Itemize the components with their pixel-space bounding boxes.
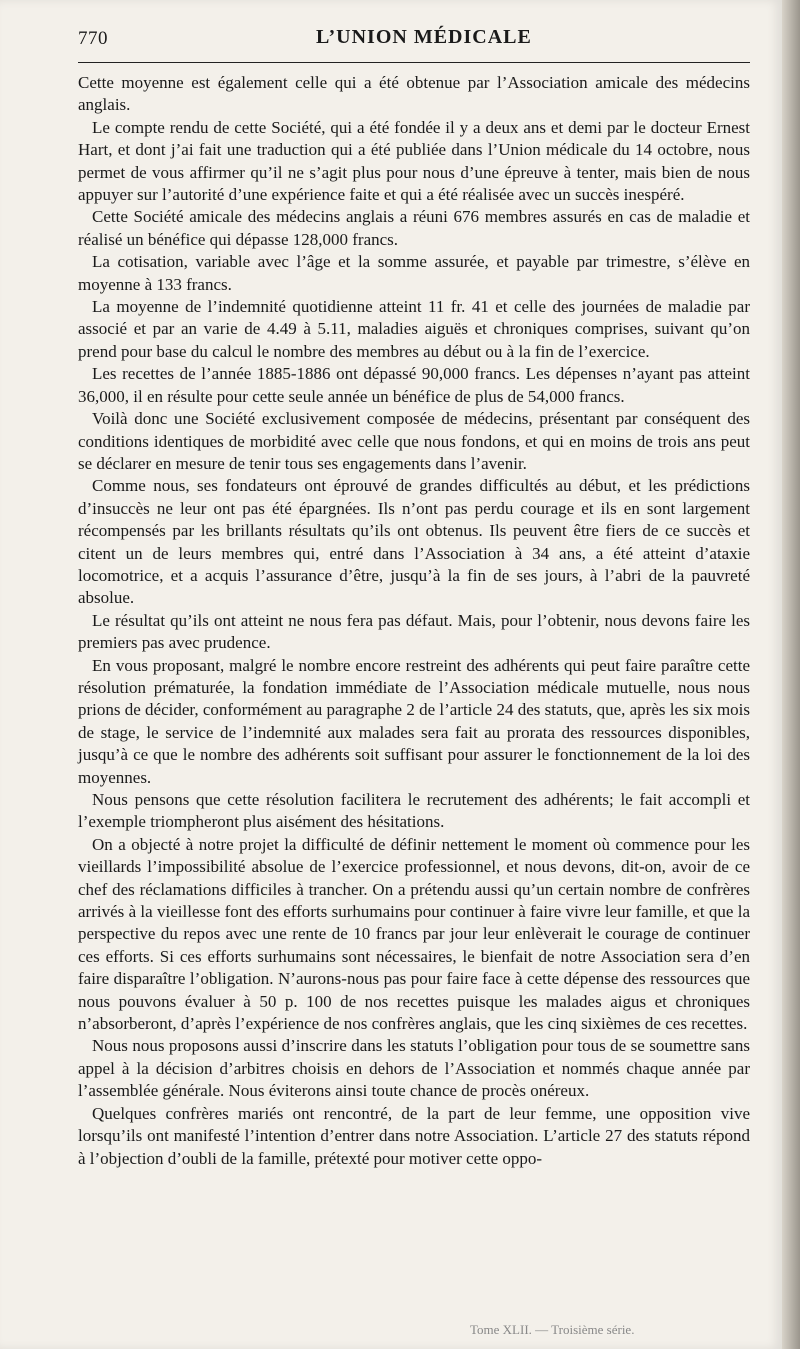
paragraph: On a objecté à notre projet la difficulté de définir nettement le moment où commence pour les vieillards l’impossibilité absolue de l’exercice professionnel, et nous devons, dit-on, avoir de ce chef des réclamations difficiles à trancher. On a prétendu aussi qu’un certain nombre de confrères arrivés à la vieillesse font des efforts surhumains pour continuer à faire vivre leur famille, et que la perspective du repos avec une rente de 10 francs par jour leur enlèverait le courage de continuer ces efforts. Si ces efforts surhumains sont nécessaires, le bienfait de notre Association sera d’en faire disparaître l’obligation. N’aurons-nous pas pour faire face à cette dépense des ressources que nous pouvons évaluer à 50 p. 100 de nos recettes puisque les malades aigus et chroniques n’absorberont, d’après l’expérience de nos confrères anglais, que les cinq sixièmes de ces recettes. [78,834,750,1034]
paragraph: Quelques confrères mariés ont rencontré, de la part de leur femme, une opposition vive lorsqu’ils ont manifesté l’intention d’entrer dans notre Association. L’article 27 des statuts répond à l’objection d’oubli de la famille, prétexté pour motiver cette oppo- [78,1103,750,1168]
paragraph: La cotisation, variable avec l’âge et la somme assurée, et payable par trimestre, s’élève en moyenne à 133 francs. [78,252,750,294]
body-text [78,72,750,1170]
paragraph: Cette Société amicale des médecins anglais a réuni 676 membres assurés en cas de maladie et réalisé un bénéfice qui dépasse 128,000 francs. [78,207,750,249]
paragraph: Voilà donc une Société exclusivement composée de médecins, présentant par conséquent des conditions identiques de morbidité avec celle que nous fondons, et qui en moins de trois ans peut se déclarer en mesure de tenir tous ses engagements dans l’avenir. [78,409,750,473]
header-rule [78,62,750,63]
paragraph: Le compte rendu de cette Société, qui a été fondée il y a deux ans et demi par le docteur Ernest Hart, et dont j’ai fait une traduction qui a été publiée dans l’Union médicale du 14 octobre, nous permet de vous affirmer qu’il ne s’agit plus pour nous d’une épreuve à tenter, mais bien de nous appuyer sur l’autorité d’une expérience faite et qui a été réalisée avec un succès inespéré. [78,117,750,205]
paragraph: La moyenne de l’indemnité quotidienne atteint 11 fr. 41 et celle des journées de maladie par associé et par an varie de 4.49 à 5.11, maladies aiguës et chroniques comprises, suivant qu’on prend pour base du calcul le nombre des membres au début ou à la fin de l’exercice. [78,297,750,361]
bleed-through-footer: Tome XLII. — Troisième série. [470,1322,635,1337]
page-edge [782,0,800,1349]
paragraph: Les recettes de l’année 1885-1886 ont dépassé 90,000 francs. Les dépenses n’ayant pas atteint 36,000, il en résulte pour cette seule année un bénéfice de plus de 54,000 francs. [78,364,750,406]
running-title: L’UNION MÉDICALE [316,26,532,48]
page-number: 770 [78,28,108,49]
paragraph: Comme nous, ses fondateurs ont éprouvé de grandes difficultés au début, et les prédictions d’insuccès ne leur ont pas été épargnées. Ils n’ont pas perdu courage et ils en sont largement récompensés par les brillants résultats qu’ils ont obtenus. Ils peuvent être fiers de ce succès et citent un de leurs membres qui, entré dans l’Association à 34 ans, a été atteint d’ataxie locomotrice, et a acquis l’assurance d’être, jusqu’à la fin de ses jours, à l’abri de la pauvreté absolue. [78,476,750,608]
paragraph: Le résultat qu’ils ont atteint ne nous fera pas défaut. Mais, pour l’obtenir, nous devons faire les premiers pas avec prudence. [78,610,750,653]
paragraph: Nous pensons que cette résolution facilitera le recrutement des adhérents; le fait accompli et l’exemple triompheront plus aisément des hésitations. [78,790,750,832]
page-header [78,22,748,62]
paragraph: Nous nous proposons aussi d’inscrire dans les statuts l’obligation pour tous de se soumettre sans appel à la décision d’arbitres choisis en dehors de l’Association et nommés chaque année par l’assemblée générale. Nous éviterons ainsi toute chance de procès onéreux. [78,1036,750,1101]
paragraph: En vous proposant, malgré le nombre encore restreint des adhérents qui peut faire paraître cette résolution prématurée, la fondation immédiate de l’Association médicale mutuelle, nous nous prions de décider, conformément au paragraphe 2 de l’article 24 des statuts, que, après les six mois de stage, le service de l’indemnité aux malades sera fait au prorata des ressources disponibles, jusqu’à ce que le nombre des adhérents soit suffisant pour assurer le fonctionnement de la loi des moyennes. [78,655,751,787]
paragraph: Cette moyenne est également celle qui a été obtenue par l’Association amicale des médecins anglais. [78,73,750,115]
